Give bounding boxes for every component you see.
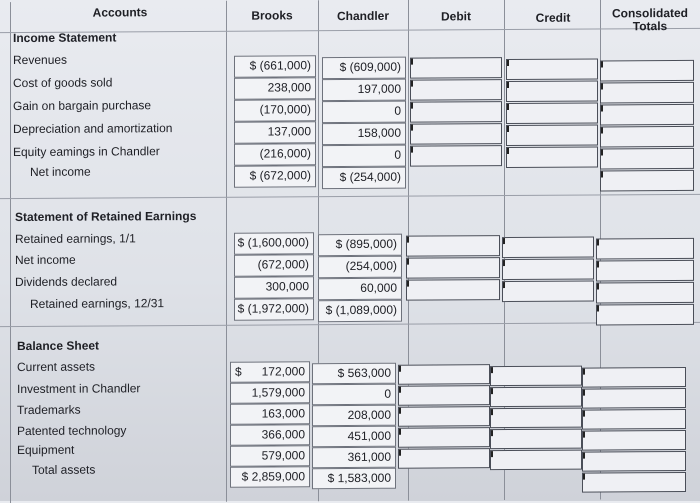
- chandler-cogs: [322, 79, 406, 102]
- consolidated-input-equipment[interactable]: [582, 451, 686, 472]
- row-label-equipment: Equipment: [17, 442, 75, 458]
- debit-input-revenues[interactable]: [410, 57, 502, 79]
- value-text: (672,000): [257, 257, 309, 272]
- consolidated-input-patented-technology[interactable]: [582, 430, 686, 451]
- value-text: $ (672,000): [249, 168, 311, 183]
- row-label-gain-bargain: Gain on bargain purchase: [13, 98, 152, 114]
- value-text: 208,000: [347, 407, 391, 423]
- value-text: $ (1,089,000): [325, 302, 397, 318]
- value-text: 1,579,000: [251, 385, 305, 400]
- credit-input-re-beginning[interactable]: [502, 237, 594, 259]
- brooks-trademarks: [230, 403, 310, 424]
- consolidated-input-revenues[interactable]: [600, 60, 694, 82]
- debit-input-depreciation[interactable]: [410, 123, 502, 145]
- value-text: $ (895,000): [335, 236, 397, 252]
- row-label-cogs: Cost of goods sold: [13, 75, 113, 91]
- income-statement-title: Income Statement: [13, 30, 117, 46]
- value-text: $ (609,000): [339, 59, 401, 75]
- row-label-revenues: Revenues: [13, 52, 68, 68]
- brooks-equity-earnings: [234, 143, 316, 166]
- brooks-net-income: [234, 165, 316, 188]
- chandler-re-net-income: [318, 256, 402, 279]
- consolidated-input-equity-earnings[interactable]: [600, 148, 694, 170]
- chandler-re-beginning: [318, 234, 402, 257]
- credit-input-equipment[interactable]: [490, 450, 582, 471]
- consolidated-input-re-net-income[interactable]: [596, 260, 694, 282]
- chandler-investment: [312, 384, 396, 406]
- credit-input-dividends[interactable]: [502, 281, 594, 303]
- chandler-revenues: [322, 57, 406, 80]
- consolidated-input-re-ending[interactable]: [596, 304, 694, 326]
- brooks-revenues: [234, 55, 316, 78]
- credit-input-current-assets[interactable]: [490, 366, 582, 387]
- row-label-current-assets: Current assets: [17, 359, 96, 375]
- grid-line: [10, 2, 11, 503]
- header-brooks: Brooks: [251, 8, 293, 23]
- consolidated-input-current-assets[interactable]: [582, 367, 686, 388]
- value-text: $ (254,000): [339, 169, 401, 185]
- chandler-equity-earnings: [322, 145, 406, 168]
- row-label-re-net-income: Net income: [15, 252, 76, 268]
- consolidated-input-dividends[interactable]: [596, 282, 694, 304]
- value-text: (216,000): [259, 146, 311, 161]
- value-text: 60,000: [360, 280, 397, 295]
- credit-input-revenues[interactable]: [506, 58, 598, 80]
- balance-sheet-title: Balance Sheet: [17, 338, 100, 354]
- row-label-depreciation: Depreciation and amortization: [13, 121, 173, 137]
- chandler-patented-technology: [312, 426, 396, 448]
- chandler-re-ending: [318, 300, 402, 323]
- grid-line: [0, 322, 700, 327]
- grid-line: [226, 1, 227, 502]
- value-text: 172,000: [261, 364, 305, 379]
- value-text: (254,000): [345, 258, 397, 274]
- value-text: 451,000: [347, 428, 391, 444]
- header-accounts: Accounts: [92, 5, 148, 20]
- value-text: 238,000: [267, 80, 311, 95]
- debit-input-re-beginning[interactable]: [406, 235, 500, 257]
- value-text: $ (661,000): [249, 58, 311, 73]
- debit-input-equity-earnings[interactable]: [410, 145, 502, 167]
- credit-input-gain[interactable]: [506, 102, 598, 124]
- debit-input-investment[interactable]: [398, 385, 490, 406]
- brooks-depreciation: [234, 121, 316, 144]
- chandler-dividends: [318, 278, 402, 301]
- credit-input-equity-earnings[interactable]: [506, 146, 598, 168]
- debit-input-dividends[interactable]: [406, 279, 500, 301]
- brooks-gain: [234, 99, 316, 122]
- header-debit: Debit: [441, 9, 471, 24]
- credit-input-patented-technology[interactable]: [490, 429, 582, 450]
- debit-input-equipment[interactable]: [398, 448, 490, 469]
- value-text: 361,000: [347, 449, 391, 465]
- debit-input-gain[interactable]: [410, 101, 502, 123]
- credit-input-trademarks[interactable]: [490, 408, 582, 429]
- row-label-net-income: Net income: [30, 164, 91, 179]
- header-credit: Credit: [535, 10, 571, 25]
- chandler-total-assets: [312, 468, 396, 490]
- header-consolidated-totals: Consolidated Totals: [611, 5, 688, 34]
- debit-input-current-assets[interactable]: [398, 364, 490, 385]
- row-label-dividends: Dividends declared: [15, 274, 118, 290]
- credit-input-re-net-income[interactable]: [502, 259, 594, 281]
- header-chandler: Chandler: [336, 8, 389, 24]
- dollar-sign: $: [235, 364, 242, 379]
- row-label-equity-earnings: Equity eamings in Chandler: [13, 144, 160, 160]
- brooks-total-assets: [230, 466, 310, 487]
- debit-input-trademarks[interactable]: [398, 406, 490, 427]
- value-text: 0: [394, 103, 401, 118]
- brooks-current-assets: [230, 361, 310, 382]
- value-text: 579,000: [261, 448, 305, 463]
- consolidated-input-net-income[interactable]: [600, 170, 694, 192]
- brooks-cogs: [234, 77, 316, 100]
- retained-earnings-title: Statement of Retained Earnings: [15, 208, 197, 225]
- credit-input-depreciation[interactable]: [506, 124, 598, 146]
- value-text: 163,000: [261, 406, 305, 421]
- consolidated-input-re-beginning[interactable]: [596, 238, 694, 260]
- row-label-re-ending: Retained earnings, 12/31: [30, 296, 165, 311]
- value-text: 158,000: [357, 125, 401, 140]
- row-label-investment: Investment in Chandler: [17, 381, 141, 397]
- row-label-total-assets: Total assets: [32, 462, 96, 477]
- consolidated-input-trademarks[interactable]: [582, 409, 686, 430]
- chandler-net-income: [322, 167, 406, 190]
- brooks-re-net-income: [234, 254, 314, 276]
- row-label-re-beginning: Retained earnings, 1/1: [15, 231, 136, 247]
- value-text: 0: [394, 147, 401, 162]
- debit-input-cogs[interactable]: [410, 79, 502, 101]
- grid-line: [0, 194, 700, 199]
- value-text: 137,000: [267, 124, 311, 139]
- value-text: $ (1,972,000): [237, 301, 309, 316]
- value-text: 0: [384, 386, 391, 401]
- debit-input-re-net-income[interactable]: [406, 257, 500, 279]
- value-text: $ 2,859,000: [241, 469, 305, 484]
- value-text: 300,000: [265, 279, 309, 294]
- row-label-patented-technology: Patented technology: [17, 423, 127, 439]
- consolidated-input-investment[interactable]: [582, 388, 686, 409]
- credit-input-cogs[interactable]: [506, 80, 598, 102]
- brooks-investment: [230, 382, 310, 403]
- row-label-trademarks: Trademarks: [17, 402, 81, 418]
- credit-input-investment[interactable]: [490, 387, 582, 408]
- brooks-dividends: [234, 276, 314, 298]
- chandler-current-assets: [312, 363, 396, 385]
- brooks-re-ending: [234, 298, 314, 320]
- debit-input-patented-technology[interactable]: [398, 427, 490, 448]
- chandler-equipment: [312, 447, 396, 469]
- brooks-re-beginning: [234, 232, 314, 254]
- consolidated-input-depreciation[interactable]: [600, 126, 694, 148]
- consolidated-input-total-assets[interactable]: [582, 472, 686, 493]
- consolidated-input-gain[interactable]: [600, 104, 694, 126]
- value-text: 197,000: [357, 81, 401, 96]
- brooks-patented-technology: [230, 424, 310, 445]
- chandler-gain: [322, 101, 406, 124]
- value-text: $ 563,000: [337, 365, 391, 381]
- chandler-depreciation: [322, 123, 406, 146]
- value-text: 366,000: [261, 427, 305, 442]
- value-text: $ 1,583,000: [327, 470, 391, 486]
- value-text: (170,000): [259, 102, 311, 117]
- brooks-equipment: [230, 445, 310, 466]
- value-text: $ (1,600,000): [237, 235, 309, 250]
- consolidated-input-cogs[interactable]: [600, 82, 694, 104]
- chandler-trademarks: [312, 405, 396, 427]
